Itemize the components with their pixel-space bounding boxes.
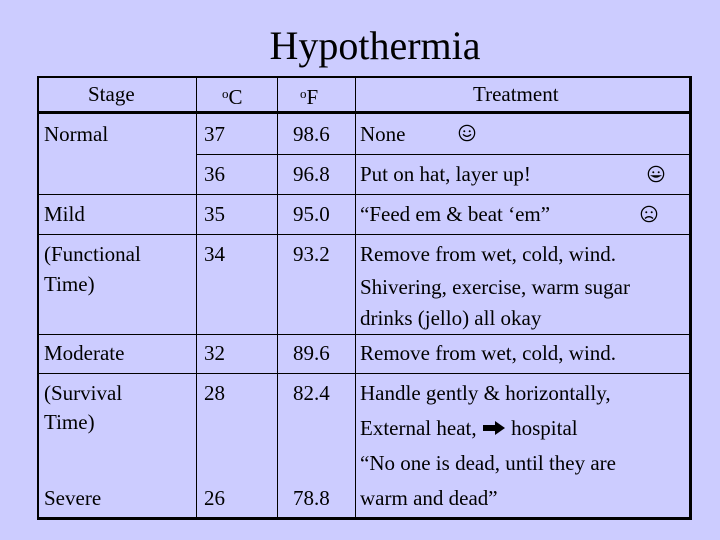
fahrenheit-cell: 98.6 [293, 122, 330, 146]
header-treatment: Treatment [473, 82, 559, 106]
column-divider [196, 114, 197, 520]
celsius-cell: 32 [204, 341, 225, 365]
treatment-cell [360, 413, 578, 443]
smiley-sad-icon [640, 205, 658, 223]
celsius-cell: 28 [204, 381, 225, 405]
header-fahrenheit [300, 79, 318, 112]
stage-cell: Time) [44, 272, 95, 296]
treatment-cell: Remove from wet, cold, wind. [360, 341, 617, 365]
column-divider [355, 76, 356, 520]
treatment-cell: None [360, 122, 406, 146]
stage-cell: Mild [44, 202, 85, 226]
degree-mark: o [222, 86, 229, 101]
celsius-cell: 35 [204, 202, 225, 226]
stage-cell: Normal [44, 122, 109, 146]
fahrenheit-unit: F [306, 85, 319, 109]
row-divider [196, 154, 692, 155]
stage-cell: Severe [44, 486, 102, 510]
fahrenheit-cell: 78.8 [293, 486, 330, 510]
treatment-text: hospital [511, 416, 578, 440]
page-title: Hypothermia [269, 23, 481, 68]
fahrenheit-cell: 95.0 [293, 202, 330, 226]
celsius-cell: 34 [204, 242, 225, 266]
treatment-text: External heat, [360, 416, 477, 440]
treatment-cell: Put on hat, layer up! [360, 162, 531, 186]
fahrenheit-cell: 89.6 [293, 341, 330, 365]
column-divider [277, 114, 278, 520]
degree-mark: o [300, 86, 307, 101]
table-header [37, 76, 692, 114]
stage-cell: Moderate [44, 341, 125, 365]
treatment-cell: drinks (jello) all okay [360, 306, 542, 330]
header-stage: Stage [88, 82, 135, 106]
fahrenheit-cell: 96.8 [293, 162, 330, 186]
row-divider [37, 194, 692, 195]
treatment-cell: Handle gently & horizontally, [360, 381, 611, 405]
column-divider [277, 76, 278, 114]
row-divider [37, 234, 692, 235]
celsius-cell: 26 [204, 486, 225, 510]
column-divider [196, 76, 197, 114]
header-celsius [222, 79, 243, 112]
treatment-cell: “No one is dead, until they are [360, 451, 616, 475]
smiley-neutral-icon [647, 165, 665, 183]
treatment-cell: Remove from wet, cold, wind. [360, 242, 617, 266]
smiley-happy-icon [458, 124, 476, 142]
stage-cell: (Functional [44, 242, 141, 266]
stage-cell: (Survival [44, 381, 123, 405]
celsius-unit: C [228, 85, 243, 109]
celsius-cell: 37 [204, 122, 225, 146]
celsius-cell: 36 [204, 162, 225, 186]
treatment-cell: warm and dead” [360, 486, 498, 510]
fahrenheit-cell: 82.4 [293, 381, 330, 405]
treatment-cell: Shivering, exercise, warm sugar [360, 275, 630, 299]
treatment-cell: “Feed em & beat ‘em” [360, 202, 551, 226]
stage-cell: Time) [44, 410, 95, 434]
fahrenheit-cell: 93.2 [293, 242, 330, 266]
row-divider [37, 373, 692, 374]
arrow-right-icon [482, 420, 506, 436]
row-divider [37, 334, 692, 335]
